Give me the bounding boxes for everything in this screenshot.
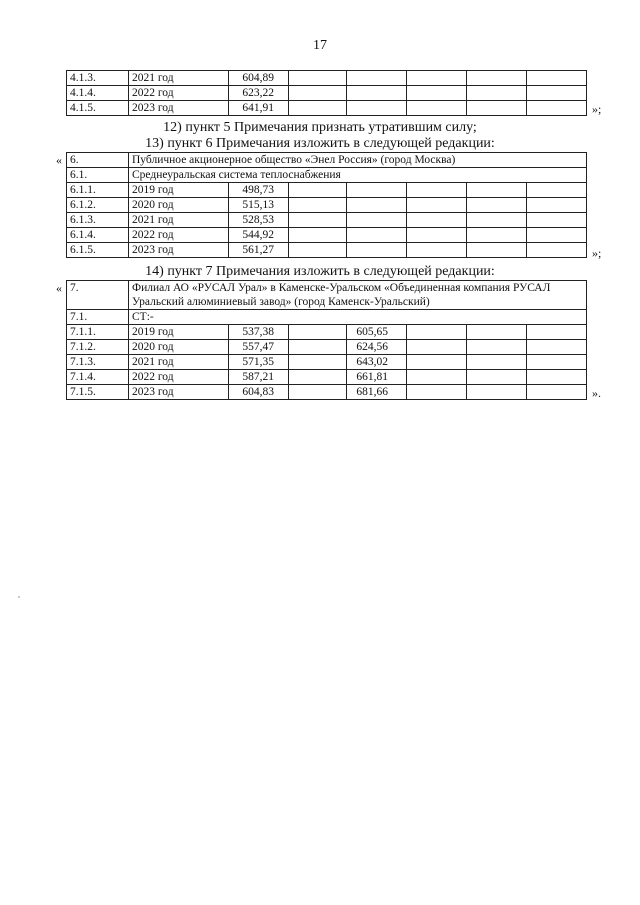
row-year: 2020 год	[129, 340, 229, 355]
table-subheader-row	[67, 310, 587, 325]
value-1: 641,91	[229, 101, 289, 116]
value-2	[347, 213, 407, 228]
empty-cell	[527, 243, 587, 258]
paragraph-12: 12) пункт 5 Примечания признать утратившим силу;	[163, 120, 477, 135]
empty-cell	[527, 228, 587, 243]
row-code: 7.1.4.	[67, 370, 129, 385]
row-year: 2022 год	[129, 228, 229, 243]
tariff-table-7	[66, 280, 587, 400]
row-code: 4.1.3.	[67, 71, 129, 86]
value-2: 605,65	[347, 325, 407, 340]
row-code: 4.1.5.	[67, 101, 129, 116]
organization-name: Публичное акционерное общество «Энел Россия» (город Москва)	[129, 153, 587, 168]
empty-cell	[289, 198, 347, 213]
value-2	[347, 198, 407, 213]
empty-cell	[407, 385, 467, 400]
row-code: 7.1.	[67, 310, 129, 325]
empty-cell	[467, 325, 527, 340]
row-code: 7.1.1.	[67, 325, 129, 340]
value-2: 624,56	[347, 340, 407, 355]
empty-cell	[289, 325, 347, 340]
empty-cell	[407, 86, 467, 101]
row-code: 6.1.	[67, 168, 129, 183]
empty-cell	[467, 183, 527, 198]
row-year: 2023 год	[129, 101, 229, 116]
value-1: 571,35	[229, 355, 289, 370]
empty-cell	[467, 355, 527, 370]
row-year: 2021 год	[129, 355, 229, 370]
empty-cell	[407, 355, 467, 370]
empty-cell	[527, 183, 587, 198]
empty-cell	[527, 340, 587, 355]
closing-quote-mark: »;	[592, 246, 602, 260]
table-row	[67, 101, 587, 116]
row-year: 2023 год	[129, 385, 229, 400]
row-code: 6.1.5.	[67, 243, 129, 258]
table-row	[67, 243, 587, 258]
empty-cell	[289, 370, 347, 385]
value-1: 623,22	[229, 86, 289, 101]
empty-cell	[467, 243, 527, 258]
empty-cell	[407, 101, 467, 116]
table-header-row	[67, 153, 587, 168]
paragraph-13: 13) пункт 6 Примечания изложить в следующей редакции:	[145, 136, 495, 151]
empty-cell	[407, 243, 467, 258]
row-code: 6.1.4.	[67, 228, 129, 243]
empty-cell	[289, 355, 347, 370]
table-row	[67, 385, 587, 400]
empty-cell	[467, 385, 527, 400]
row-code: 6.1.3.	[67, 213, 129, 228]
empty-cell	[289, 86, 347, 101]
row-code: 7.1.5.	[67, 385, 129, 400]
system-name: Среднеуральская система теплоснабжения	[129, 168, 587, 183]
row-year: 2021 год	[129, 71, 229, 86]
opening-quote-mark: «	[56, 153, 62, 167]
empty-cell	[289, 213, 347, 228]
empty-cell	[407, 228, 467, 243]
organization-name: Филиал АО «РУСАЛ Урал» в Каменске-Уральском «Объединенная компания РУСАЛ Уральский алюминиевый завод» (город Каменск-Уральский)	[129, 281, 587, 310]
empty-cell	[289, 243, 347, 258]
scan-artifact	[18, 596, 20, 598]
row-code: 6.	[67, 153, 129, 168]
empty-cell	[527, 370, 587, 385]
value-1: 604,83	[229, 385, 289, 400]
row-code: 7.1.2.	[67, 340, 129, 355]
empty-cell	[467, 198, 527, 213]
empty-cell	[289, 71, 347, 86]
closing-quote-mark: »;	[592, 102, 602, 116]
empty-cell	[467, 228, 527, 243]
value-1: 537,38	[229, 325, 289, 340]
system-name: СТ:-	[129, 310, 587, 325]
row-year: 2019 год	[129, 325, 229, 340]
paragraph-14: 14) пункт 7 Примечания изложить в следующей редакции:	[145, 264, 495, 279]
row-code: 6.1.1.	[67, 183, 129, 198]
value-2	[347, 71, 407, 86]
empty-cell	[407, 340, 467, 355]
value-2	[347, 228, 407, 243]
value-1: 498,73	[229, 183, 289, 198]
table-row	[67, 228, 587, 243]
value-2: 661,81	[347, 370, 407, 385]
row-year: 2022 год	[129, 370, 229, 385]
value-2	[347, 183, 407, 198]
empty-cell	[289, 101, 347, 116]
row-year: 2020 год	[129, 198, 229, 213]
empty-cell	[467, 213, 527, 228]
value-1: 528,53	[229, 213, 289, 228]
empty-cell	[407, 325, 467, 340]
tariff-table-6	[66, 152, 587, 258]
row-year: 2019 год	[129, 183, 229, 198]
value-1: 604,89	[229, 71, 289, 86]
table-row	[67, 183, 587, 198]
empty-cell	[527, 71, 587, 86]
table-row	[67, 198, 587, 213]
empty-cell	[527, 385, 587, 400]
value-1: 544,92	[229, 228, 289, 243]
row-code: 4.1.4.	[67, 86, 129, 101]
opening-quote-mark: «	[56, 281, 62, 295]
row-code: 6.1.2.	[67, 198, 129, 213]
row-year: 2022 год	[129, 86, 229, 101]
empty-cell	[289, 228, 347, 243]
table-row	[67, 355, 587, 370]
value-2	[347, 101, 407, 116]
table-header-row	[67, 281, 587, 310]
value-1: 515,13	[229, 198, 289, 213]
value-2: 681,66	[347, 385, 407, 400]
table-subheader-row	[67, 168, 587, 183]
value-2: 643,02	[347, 355, 407, 370]
row-year: 2023 год	[129, 243, 229, 258]
empty-cell	[467, 340, 527, 355]
empty-cell	[527, 213, 587, 228]
tariff-table-4	[66, 70, 587, 116]
table-row	[67, 71, 587, 86]
empty-cell	[289, 385, 347, 400]
empty-cell	[407, 71, 467, 86]
empty-cell	[467, 86, 527, 101]
empty-cell	[407, 198, 467, 213]
empty-cell	[527, 86, 587, 101]
empty-cell	[527, 101, 587, 116]
empty-cell	[407, 370, 467, 385]
value-2	[347, 86, 407, 101]
empty-cell	[407, 183, 467, 198]
row-code: 7.	[67, 281, 129, 310]
value-1: 587,21	[229, 370, 289, 385]
closing-quote-mark: ».	[592, 386, 601, 400]
empty-cell	[527, 198, 587, 213]
value-1: 557,47	[229, 340, 289, 355]
empty-cell	[289, 340, 347, 355]
empty-cell	[407, 213, 467, 228]
empty-cell	[467, 370, 527, 385]
row-year: 2021 год	[129, 213, 229, 228]
table-row	[67, 213, 587, 228]
empty-cell	[527, 325, 587, 340]
value-1: 561,27	[229, 243, 289, 258]
table-row	[67, 325, 587, 340]
table-row	[67, 340, 587, 355]
value-2	[347, 243, 407, 258]
row-code: 7.1.3.	[67, 355, 129, 370]
page-number: 17	[313, 38, 327, 53]
table-row	[67, 370, 587, 385]
empty-cell	[289, 183, 347, 198]
empty-cell	[467, 101, 527, 116]
table-row	[67, 86, 587, 101]
empty-cell	[467, 71, 527, 86]
empty-cell	[527, 355, 587, 370]
